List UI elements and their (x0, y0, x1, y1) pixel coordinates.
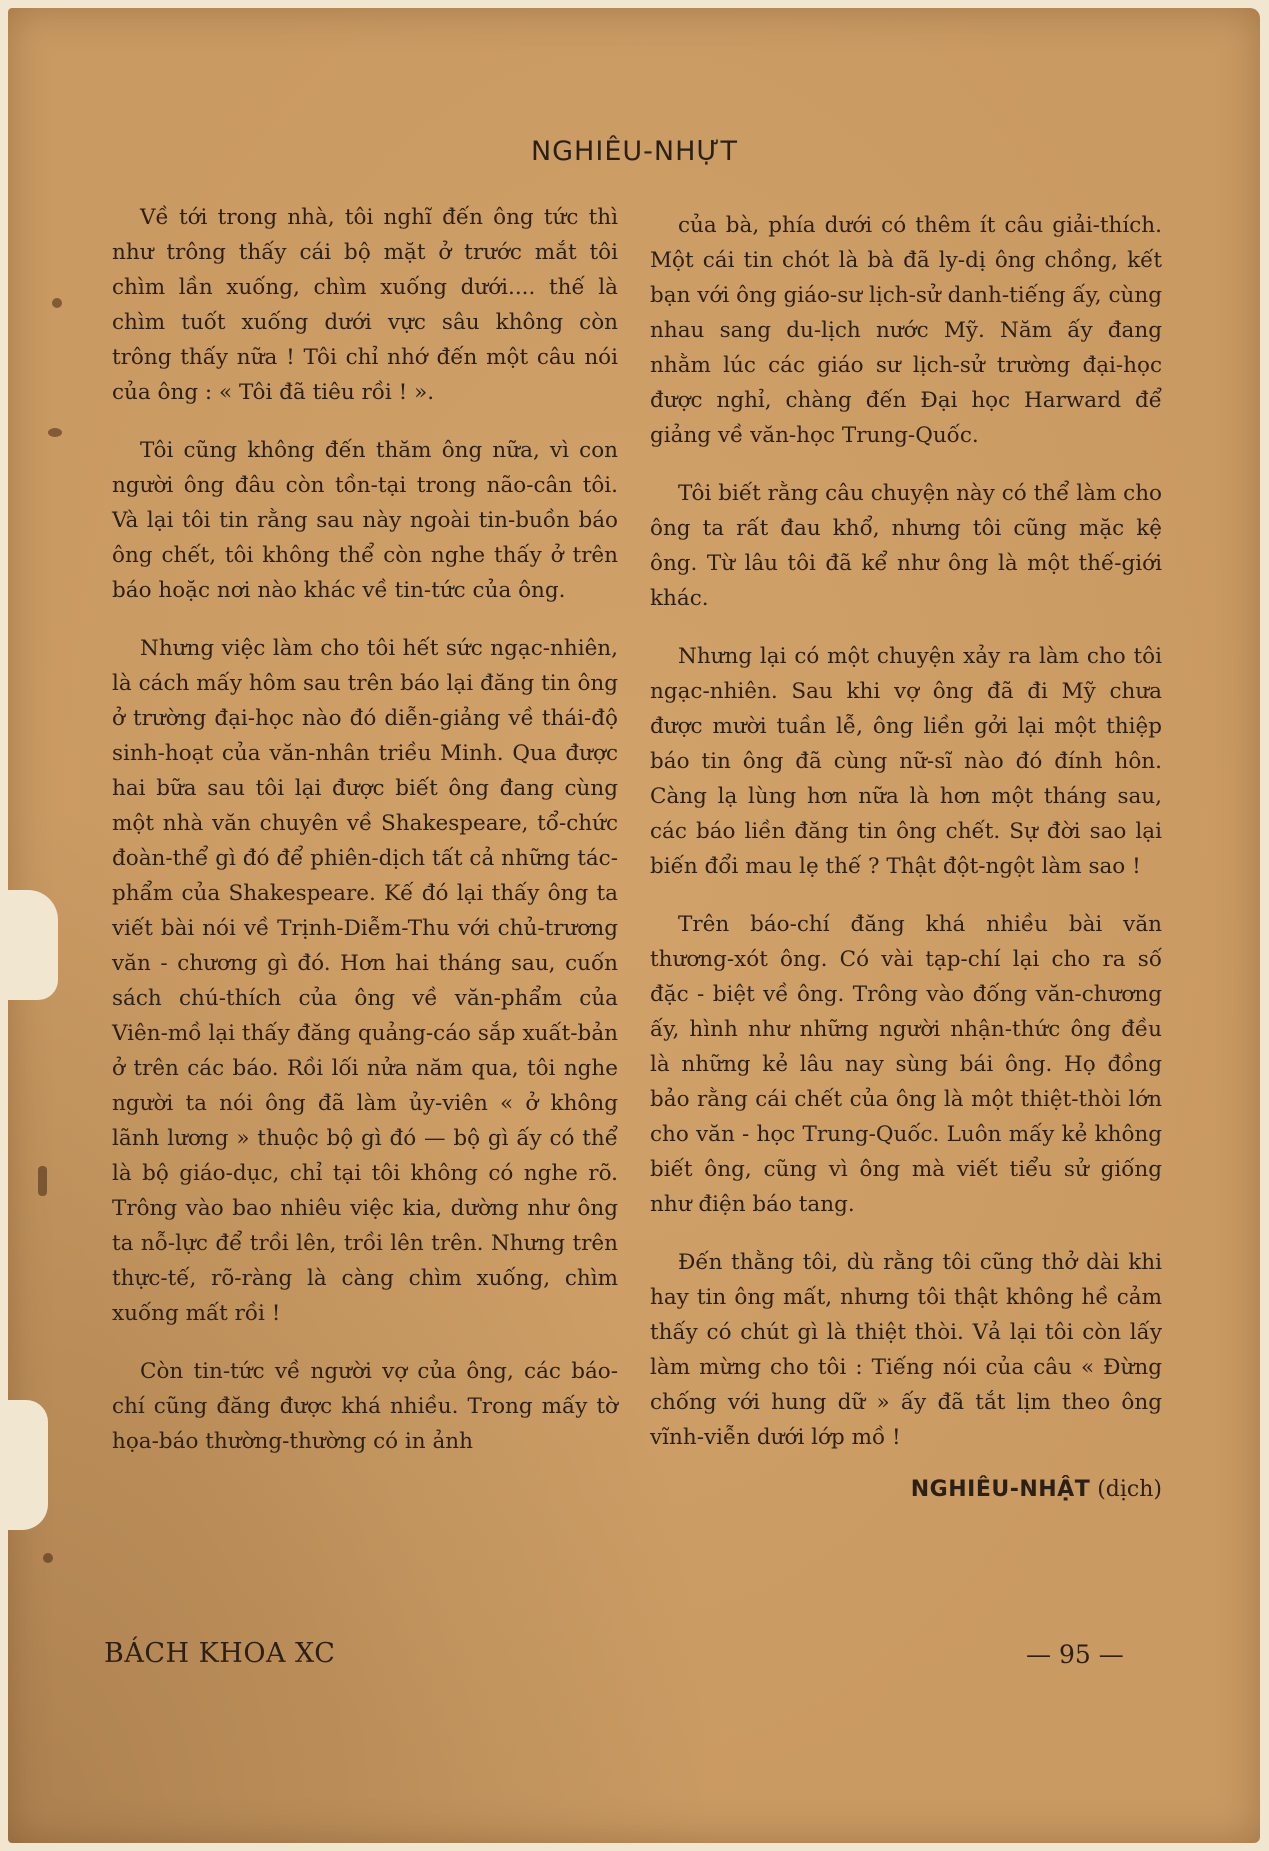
paragraph: Về tới trong nhà, tôi nghĩ đến ông tức thì như trông thấy cái bộ mặt ở trước mắt tôi chìm lần xuống, chìm xuống dưới.... thế là chìm tuốt xuống dưới vực sâu không còn trông thấy nữa ! Tôi chỉ nhớ đến một câu nói của ông : « Tôi đã tiêu rồi ! ». (112, 205, 618, 405)
ink-stain (43, 1553, 53, 1563)
paper-tear (0, 890, 58, 1000)
translator-signature (650, 1472, 1162, 1507)
paragraph: Còn tin-tức về người vợ của ông, các báo-chí cũng đăng được khá nhiều. Trong mấy tờ họa-báo thường-thường có in ảnh (112, 1359, 618, 1454)
paragraph: Tôi cũng không đến thăm ông nữa, vì con người ông đâu còn tồn-tại trong não-cân tôi. Và lại tôi tin rằng sau này ngoài tin-buồn báo ông chết, tôi không thể còn nghe thấy ở trên báo hoặc nơi nào khác về tin-tức của ông. (112, 438, 618, 603)
running-header: NGHIÊU-NHỰT (530, 136, 739, 167)
translator-name: NGHIÊU-NHẬT (910, 1477, 1091, 1502)
ink-stain (38, 1166, 47, 1196)
publication-name: BÁCH KHOA XC (104, 1638, 336, 1669)
paragraph: Nhưng việc làm cho tôi hết sức ngạc-nhiên, là cách mấy hôm sau trên báo lại đăng tin ông ở trường đại-học nào đó diễn-giảng về thái-độ sinh-hoạt của văn-nhân triều Minh. Qua được hai bữa sau tôi lại được biết ông đang cùng một nhà văn chuyên về Shakespeare, tổ-chức đoàn-thể gì đó để phiên-dịch tất cả những tác-phẩm của Shakespeare. Kế đó lại thấy ông ta viết bài nói về Trịnh-Diễm-Thu với chủ-trương văn - chương gì đó. Hơn hai tháng sau, cuốn sách chú-thích của ông về văn-phẩm của Viên-mồ lại thấy đăng quảng-cáo sắp xuất-bản ở trên các báo. Rồi lối nửa năm qua, tôi nghe người ta nói ông đã làm ủy-viên « ở không lãnh lương » thuộc bộ gì đó — bộ gì ấy có thể là bộ giáo-dục, chỉ tại tôi không có nghe rõ. Trông vào bao nhiêu việc kia, dường như ông ta nỗ-lực để trồi lên, trồi lên trên. Nhưng trên thực-tế, rõ-ràng là càng chìm xuống, chìm xuống mất rồi ! (112, 636, 618, 1326)
paragraph: Tôi biết rằng câu chuyện này có thể làm cho ông ta rất đau khổ, nhưng tôi cũng mặc kệ ông. Từ lâu tôi đã kể như ông là một thế-giới khác. (650, 481, 1162, 611)
right-column (650, 208, 1162, 1507)
paragraph: Trên báo-chí đăng khá nhiều bài văn thương-xót ông. Có vài tạp-chí lại cho ra số đặc - biệt về ông. Trông vào đống văn-chương ấy, hình như những người nhận-thức ông đều là những kẻ lâu nay sùng bái ông. Họ đồng bảo rằng cái chết của ông là một thiệt-thòi lớn cho văn - học Trung-Quốc. Luôn mấy kẻ không biết ông, cũng vì ông mà viết tiểu sử giống như điện báo tang. (650, 912, 1162, 1217)
page-number: — 95 — (1026, 1640, 1124, 1669)
paragraph: Nhưng lại có một chuyện xảy ra làm cho tôi ngạc-nhiên. Sau khi vợ ông đã đi Mỹ chưa được mười tuần lễ, ông liền gởi lại một thiệp báo tin ông đã cùng nữ-sĩ nào đó đính hôn. Càng lạ lùng hơn nữa là hơn một tháng sau, các báo liền đăng tin ông chết. Sự đời sao lại biến đổi mau lẹ thế ? Thật đột-ngột làm sao ! (650, 644, 1162, 879)
paragraph: Đến thằng tôi, dù rằng tôi cũng thở dài khi hay tin ông mất, nhưng tôi thật không hề cảm thấy có chút gì là thiệt thòi. Vả lại tôi còn lấy làm mừng cho tôi : Tiếng nói của câu « Đừng chống với hung dữ » ấy đã tắt lịm theo ông vĩnh-viễn dưới lớp mồ ! (650, 1250, 1162, 1450)
paragraph: của bà, phía dưới có thêm ít câu giải-thích. Một cái tin chót là bà đã ly-dị ông chồng, kết bạn với ông giáo-sư lịch-sử danh-tiếng ấy, cùng nhau sang du-lịch nước Mỹ. Năm ấy đang nhằm lúc các giáo sư lịch-sử trường đại-học được nghỉ, chàng đến Đại học Harward để giảng về văn-học Trung-Quốc. (650, 213, 1162, 448)
left-column (112, 200, 618, 1482)
ink-stain (52, 298, 62, 308)
paper-tear (0, 1400, 48, 1530)
ink-stain (48, 428, 62, 437)
translator-note: (dịch) (1097, 1477, 1162, 1502)
